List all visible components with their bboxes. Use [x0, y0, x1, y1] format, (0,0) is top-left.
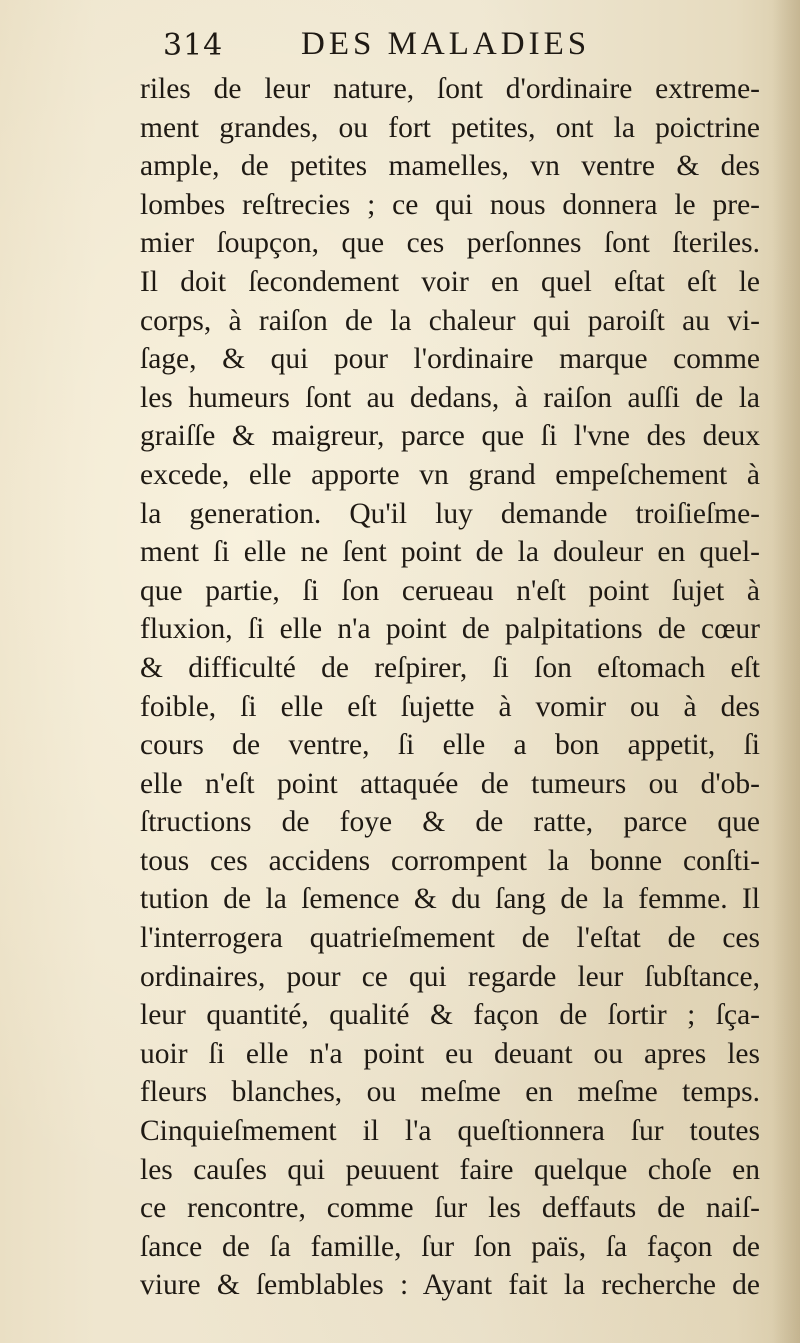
text-line: riles de leur nature, ſont d'ordinaire extreme- [140, 73, 760, 105]
text-line: tous ces accidens corrompent la bonne conſti- [140, 844, 760, 877]
text-line: & difficulté de reſpirer, ſi ſon eſtomach eſt [140, 651, 760, 684]
body-text [140, 70, 760, 1305]
text-line: ordinaires, pour ce qui regarde leur ſubſtance, [140, 960, 760, 993]
text-line: foible, ſi elle eſt ſujette à vomir ou à des [140, 690, 760, 723]
text-line: les cauſes qui peuuent faire quelque choſe en [140, 1153, 760, 1186]
text-line: la generation. Qu'il luy demande troiſieſme- [140, 497, 760, 530]
text-line: lombes reſtrecies ; ce qui nous donnera le pre- [140, 188, 760, 221]
text-line: Il doit ſecondement voir en quel eſtat eſt le [140, 265, 760, 298]
text-line: uoir ſi elle n'a point eu deuant ou apres les [140, 1037, 760, 1070]
text-line: excede, elle apporte vn grand empeſchement à [140, 458, 760, 491]
text-line: fluxion, ſi elle n'a point de palpitations de cœur [140, 613, 760, 646]
text-line: corps, à raiſon de la chaleur qui paroiſt au vi- [140, 304, 760, 337]
text-line: fleurs blanches, ou meſme en meſme temps. [140, 1076, 760, 1109]
text-line: ment ſi elle ne ſent point de la douleur en quel- [140, 536, 760, 569]
text-line: ſance de ſa famille, ſur ſon païs, ſa façon de [140, 1230, 760, 1263]
text-line: cours de ventre, ſi elle a bon appetit, ſi [140, 729, 760, 762]
text-line: ce rencontre, comme ſur les deffauts de naiſ- [140, 1192, 760, 1225]
text-line: ſage, & qui pour l'ordinaire marque comme [140, 343, 760, 376]
text-line: les humeurs ſont au dedans, à raiſon auſſi de la [140, 381, 760, 414]
text-line: ample, de petites mamelles, vn ventre & des [140, 150, 760, 183]
text-line: graiſſe & maigreur, parce que ſi l'vne des deux [140, 420, 760, 453]
text-line: viure & ſemblables : Ayant fait la recherche de [140, 1269, 760, 1302]
text-line: tution de la ſemence & du ſang de la femme. Il [140, 883, 760, 916]
text-line: que partie, ſi ſon cerueau n'eſt point ſujet à [140, 574, 760, 607]
running-head: DES MALADIES [301, 26, 591, 62]
text-line: ment grandes, ou fort petites, ont la poictrine [140, 111, 760, 144]
text-line: mier ſoupçon, que ces perſonnes ſont ſteriles. [140, 227, 760, 260]
text-line: Cinquieſmement il l'a queſtionnera ſur toutes [140, 1115, 760, 1148]
text-line: ſtructions de foye & de ratte, parce que [140, 806, 760, 839]
text-line: elle n'eſt point attaquée de tumeurs ou d'ob- [140, 767, 760, 800]
text-line: leur quantité, qualité & façon de ſortir ; ſça- [140, 999, 760, 1032]
page-header [163, 24, 763, 74]
text-line: l'interrogera quatrieſmement de l'eſtat de ces [140, 922, 760, 955]
page-number: 314 [163, 28, 224, 63]
